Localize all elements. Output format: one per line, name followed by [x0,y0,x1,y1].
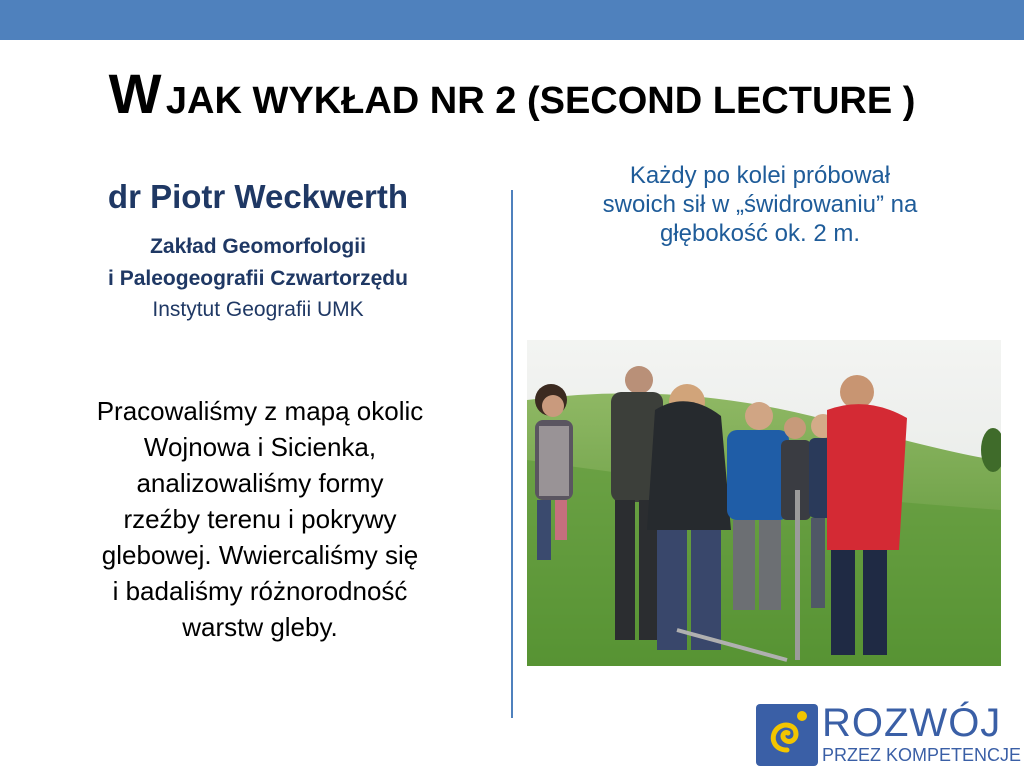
logo-tagline: PRZEZ KOMPETENCJE [822,745,1022,765]
logo-wordmark: ROZWÓJ [822,701,1002,745]
title-initial: W [108,62,162,125]
author-name: dr Piotr Weckwerth [107,178,409,215]
body-line: Wojnowa i Sicienka, [143,432,377,462]
caption-line: swoich sił w „świdrowaniu” na [602,191,918,218]
department-line-2: i Paleogeografii Czwartorzędu [108,267,408,290]
body-line: i badaliśmy różnorodność [112,576,408,606]
body-line: warstw gleby. [182,612,338,642]
body-line: analizowaliśmy formy [136,468,384,498]
body-line: rzeźby terenu i pokrywy [123,504,397,534]
department-line-1: Zakład Geomorfologii [150,235,366,258]
institute: Instytut Geografii UMK [152,298,364,321]
logo-spiral-icon [756,704,818,766]
caption-line: Każdy po kolei próbował [629,162,891,189]
column-divider [511,190,513,718]
caption-line: głębokość ok. 2 m. [659,220,861,247]
body-line: glebowej. Wwiercaliśmy się [101,540,419,570]
body-line: Pracowaliśmy z mapą okolic [96,396,424,426]
department [0,231,516,295]
body-paragraph [10,393,510,645]
field-photo [527,340,1001,666]
photo-caption [530,161,990,248]
title-rest: JAK WYKŁAD NR 2 (SECOND LECTURE ) [165,80,916,122]
slide-title [0,62,1024,141]
top-accent-bar [0,0,1024,40]
rozwoj-logo [752,700,1024,768]
